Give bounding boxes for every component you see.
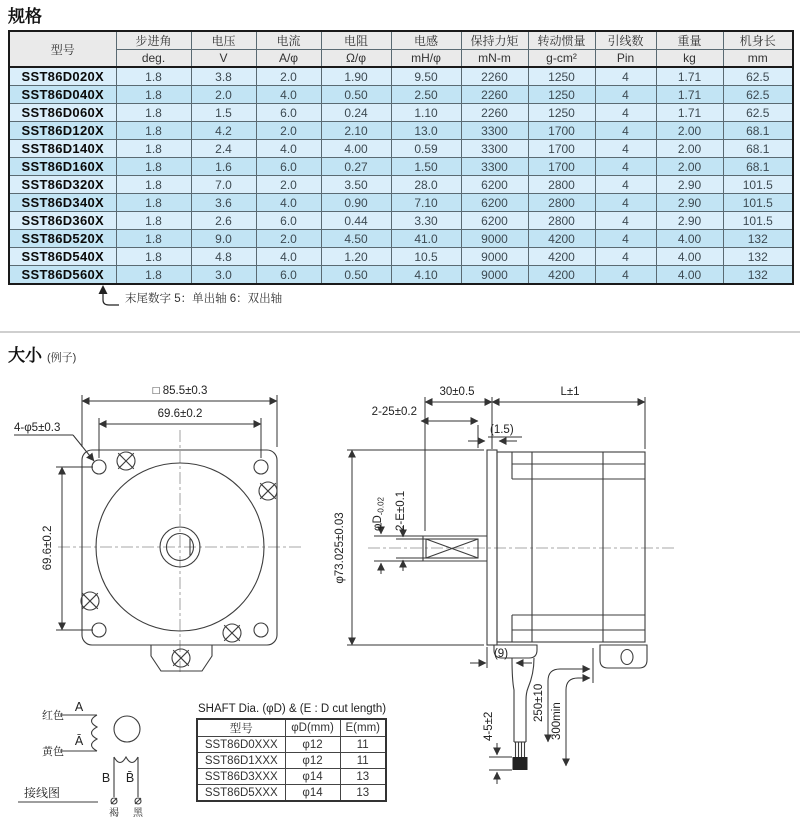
spec-value-cell: 68.1 bbox=[723, 140, 793, 158]
spec-model-cell: SST86D020X bbox=[9, 67, 116, 86]
spec-value-cell: 4.00 bbox=[321, 140, 391, 158]
shaft-cell: 11 bbox=[340, 737, 386, 753]
dim-strip-length bbox=[483, 712, 512, 784]
spec-value-cell: 2260 bbox=[461, 104, 528, 122]
spec-value-cell: 1700 bbox=[528, 122, 595, 140]
spec-model-cell: SST86D520X bbox=[9, 230, 116, 248]
spec-model-cell: SST86D060X bbox=[9, 104, 116, 122]
wire-color-red-label: 红色 bbox=[42, 710, 64, 722]
front-view bbox=[14, 385, 302, 672]
spec-value-cell: 4200 bbox=[528, 230, 595, 248]
phase-a-label: A bbox=[74, 700, 84, 714]
spec-row bbox=[9, 122, 793, 140]
spec-value-cell: 4 bbox=[595, 194, 656, 212]
spec-value-cell: 0.27 bbox=[321, 158, 391, 176]
rear-foot-notch bbox=[621, 650, 633, 665]
size-title-suffix: (例子) bbox=[47, 352, 77, 364]
spec-value-cell: 1250 bbox=[528, 86, 595, 104]
spec-model-cell: SST86D040X bbox=[9, 86, 116, 104]
spec-value-cell: 4.0 bbox=[256, 248, 321, 266]
spec-col-header: 电阻 bbox=[321, 31, 391, 50]
spec-value-cell: 1.71 bbox=[656, 67, 723, 86]
spec-value-cell: 1.8 bbox=[116, 140, 191, 158]
mounting-hole bbox=[254, 460, 268, 474]
spec-col-unit: mH/φ bbox=[391, 50, 461, 68]
size-section-title: 大小 (例子) bbox=[8, 346, 77, 365]
shaft-cell: SST86D1XXX bbox=[197, 753, 285, 769]
spec-value-cell: 2.10 bbox=[321, 122, 391, 140]
spec-row bbox=[9, 86, 793, 104]
wire-ends bbox=[513, 757, 528, 770]
spec-value-cell: 7.0 bbox=[191, 176, 256, 194]
spec-value-cell: 3.30 bbox=[391, 212, 461, 230]
dim-pilot-diameter bbox=[334, 450, 484, 645]
spec-col-header: 转动惯量 bbox=[528, 31, 595, 50]
phase-b-label: B bbox=[101, 771, 111, 785]
spec-value-cell: 4 bbox=[595, 86, 656, 104]
spec-value-cell: 101.5 bbox=[723, 176, 793, 194]
spec-value-cell: 6200 bbox=[461, 212, 528, 230]
coil-b-icon bbox=[114, 757, 138, 763]
spec-value-cell: 1250 bbox=[528, 67, 595, 86]
spec-value-cell: 0.90 bbox=[321, 194, 391, 212]
spec-col-unit: Ω/φ bbox=[321, 50, 391, 68]
spec-value-cell: 4.00 bbox=[656, 248, 723, 266]
spec-value-cell: 3.50 bbox=[321, 176, 391, 194]
dim-30 bbox=[425, 386, 492, 531]
spec-model-cell: SST86D560X bbox=[9, 266, 116, 285]
shaft-cell: 13 bbox=[340, 785, 386, 802]
spec-value-cell: 7.10 bbox=[391, 194, 461, 212]
spec-value-cell: 4 bbox=[595, 248, 656, 266]
spec-value-cell: 101.5 bbox=[723, 212, 793, 230]
spec-col-header: 引线数 bbox=[595, 31, 656, 50]
spec-value-cell: 1700 bbox=[528, 140, 595, 158]
shaft-cell: φ12 bbox=[285, 753, 340, 769]
spec-value-cell: 1.8 bbox=[116, 86, 191, 104]
spec-value-cell: 1.8 bbox=[116, 67, 191, 86]
lead-cable bbox=[512, 658, 534, 770]
dim-pilot-label: φ73.025±0.03 bbox=[334, 512, 346, 584]
spec-value-cell: 4.10 bbox=[391, 266, 461, 285]
spec-col-header: 保持力矩 bbox=[461, 31, 528, 50]
spec-value-cell: 4.2 bbox=[191, 122, 256, 140]
shaft-cell: φ12 bbox=[285, 737, 340, 753]
spec-row bbox=[9, 194, 793, 212]
spec-value-cell: 2.00 bbox=[656, 140, 723, 158]
wiring-caption: 接线图 bbox=[24, 786, 61, 800]
spec-value-cell: 0.44 bbox=[321, 212, 391, 230]
dim-hole-span-top-label: 69.6±0.2 bbox=[157, 408, 203, 420]
spec-value-cell: 4.00 bbox=[656, 266, 723, 285]
spec-value-cell: 2260 bbox=[461, 86, 528, 104]
dim-strip-label: 4-5±2 bbox=[483, 711, 495, 741]
spec-row bbox=[9, 212, 793, 230]
dim-cable-total-label: 300min bbox=[551, 702, 563, 740]
spec-col-header: 电流 bbox=[256, 31, 321, 50]
terminal-icon bbox=[135, 798, 141, 804]
dim-1-5 bbox=[468, 424, 522, 441]
spec-value-cell: 4.0 bbox=[256, 194, 321, 212]
shaft-cell: φ14 bbox=[285, 769, 340, 785]
spec-value-cell: 4.50 bbox=[321, 230, 391, 248]
spec-row bbox=[9, 67, 793, 86]
spec-value-cell: 2.0 bbox=[256, 230, 321, 248]
spec-value-cell: 1.50 bbox=[391, 158, 461, 176]
spec-value-cell: 9000 bbox=[461, 230, 528, 248]
spec-col-unit: kg bbox=[656, 50, 723, 68]
wire-color-b-label: 褐 bbox=[109, 808, 119, 819]
spec-value-cell: 2.4 bbox=[191, 140, 256, 158]
wire-color-yellow-label: 黄色 bbox=[42, 746, 64, 758]
dim-ecut bbox=[395, 491, 427, 571]
shaft-col-header: φD(mm) bbox=[285, 719, 340, 737]
spec-value-cell: 1.71 bbox=[656, 86, 723, 104]
shaft-dcut-hatch bbox=[426, 539, 478, 558]
spec-value-cell: 1.6 bbox=[191, 158, 256, 176]
table-footnote bbox=[96, 285, 282, 307]
phase-b-bar-label: B̄ bbox=[125, 771, 135, 785]
spec-value-cell: 0.50 bbox=[321, 86, 391, 104]
spec-row bbox=[9, 248, 793, 266]
shaft-cell: SST86D0XXX bbox=[197, 737, 285, 753]
spec-col-unit: mN-m bbox=[461, 50, 528, 68]
shaft-row bbox=[197, 769, 386, 785]
spec-row bbox=[9, 176, 793, 194]
spec-value-cell: 1.10 bbox=[391, 104, 461, 122]
dim-9-label: (9) bbox=[493, 648, 509, 660]
spec-model-cell: SST86D160X bbox=[9, 158, 116, 176]
spec-model-cell: SST86D360X bbox=[9, 212, 116, 230]
spec-value-cell: 2.00 bbox=[656, 158, 723, 176]
spec-value-cell: 2.0 bbox=[191, 86, 256, 104]
dim-1-5-label: (1.5) bbox=[490, 424, 514, 436]
spec-value-cell: 1700 bbox=[528, 158, 595, 176]
mounting-hole bbox=[92, 460, 106, 474]
shaft-cell: 11 bbox=[340, 753, 386, 769]
spec-value-cell: 2.90 bbox=[656, 176, 723, 194]
shaft-row bbox=[197, 753, 386, 769]
spec-col-header: 型号 bbox=[9, 31, 116, 67]
spec-value-cell: 0.59 bbox=[391, 140, 461, 158]
spec-model-cell: SST86D540X bbox=[9, 248, 116, 266]
spec-value-cell: 6.0 bbox=[256, 212, 321, 230]
spec-value-cell: 3.6 bbox=[191, 194, 256, 212]
spec-col-unit: A/φ bbox=[256, 50, 321, 68]
flange-plate bbox=[487, 450, 497, 645]
dim-hole-span-left-label: 69.6±0.2 bbox=[42, 525, 54, 571]
spec-value-cell: 4 bbox=[595, 104, 656, 122]
spec-value-cell: 0.24 bbox=[321, 104, 391, 122]
shaft-table-section bbox=[196, 703, 387, 802]
spec-value-cell: 4 bbox=[595, 140, 656, 158]
dim-ecut-label: 2-E±0.1 bbox=[395, 490, 407, 531]
spec-value-cell: 132 bbox=[723, 266, 793, 285]
spec-value-cell: 62.5 bbox=[723, 86, 793, 104]
spec-value-cell: 4 bbox=[595, 176, 656, 194]
spec-value-cell: 4 bbox=[595, 230, 656, 248]
spec-value-cell: 4 bbox=[595, 67, 656, 86]
spec-row bbox=[9, 140, 793, 158]
spec-value-cell: 2800 bbox=[528, 212, 595, 230]
spec-value-cell: 3.8 bbox=[191, 67, 256, 86]
spec-model-cell: SST86D120X bbox=[9, 122, 116, 140]
dim-L bbox=[492, 386, 645, 449]
spec-value-cell: 9000 bbox=[461, 248, 528, 266]
spec-value-cell: 2.0 bbox=[256, 122, 321, 140]
spec-col-unit: deg. bbox=[116, 50, 191, 68]
spec-value-cell: 3300 bbox=[461, 158, 528, 176]
shaft-row bbox=[197, 785, 386, 802]
spec-value-cell: 1.8 bbox=[116, 176, 191, 194]
screw-icon bbox=[223, 624, 241, 642]
spec-value-cell: 101.5 bbox=[723, 194, 793, 212]
spec-value-cell: 2.6 bbox=[191, 212, 256, 230]
spec-row bbox=[9, 266, 793, 285]
spec-value-cell: 9.0 bbox=[191, 230, 256, 248]
spec-col-unit: Pin bbox=[595, 50, 656, 68]
motor-body-outline bbox=[82, 450, 277, 645]
spec-value-cell: 1.8 bbox=[116, 104, 191, 122]
spec-value-cell: 6200 bbox=[461, 176, 528, 194]
screw-icon bbox=[117, 452, 135, 470]
spec-value-cell: 6200 bbox=[461, 194, 528, 212]
dim-2-25-label: 2-25±0.2 bbox=[371, 406, 417, 418]
spec-value-cell: 132 bbox=[723, 248, 793, 266]
spec-value-cell: 4 bbox=[595, 212, 656, 230]
terminal-icon bbox=[111, 798, 117, 804]
spec-col-header: 步进角 bbox=[116, 31, 191, 50]
phase-a-bar-label: Ā bbox=[74, 734, 84, 748]
dim-30-label: 30±0.5 bbox=[439, 386, 475, 398]
spec-value-cell: 62.5 bbox=[723, 67, 793, 86]
spec-model-cell: SST86D340X bbox=[9, 194, 116, 212]
dimension-drawing bbox=[0, 350, 800, 820]
spec-value-cell: 6.0 bbox=[256, 104, 321, 122]
spec-col-header: 电感 bbox=[391, 31, 461, 50]
spec-value-cell: 4 bbox=[595, 122, 656, 140]
shaft-cell: SST86D5XXX bbox=[197, 785, 285, 802]
spec-model-cell: SST86D320X bbox=[9, 176, 116, 194]
spec-value-cell: 2.90 bbox=[656, 212, 723, 230]
spec-value-cell: 68.1 bbox=[723, 122, 793, 140]
mounting-hole bbox=[92, 623, 106, 637]
shaft-col-header: E(mm) bbox=[340, 719, 386, 737]
footnote-arrow-icon bbox=[96, 285, 120, 307]
shaft-table-title: SHAFT Dia. (φD) & (E : D cut length) bbox=[198, 703, 387, 715]
spec-value-cell: 1250 bbox=[528, 104, 595, 122]
screw-icon bbox=[81, 592, 99, 610]
spec-value-cell: 3300 bbox=[461, 122, 528, 140]
spec-value-cell: 2.50 bbox=[391, 86, 461, 104]
spec-value-cell: 0.50 bbox=[321, 266, 391, 285]
spec-value-cell: 1.8 bbox=[116, 158, 191, 176]
spec-value-cell: 1.8 bbox=[116, 122, 191, 140]
spec-value-cell: 4 bbox=[595, 266, 656, 285]
spec-value-cell: 2.0 bbox=[256, 67, 321, 86]
spec-value-cell: 13.0 bbox=[391, 122, 461, 140]
spec-value-cell: 1.5 bbox=[191, 104, 256, 122]
spec-value-cell: 2.90 bbox=[656, 194, 723, 212]
dim-cable-total bbox=[551, 678, 590, 766]
spec-value-cell: 4.8 bbox=[191, 248, 256, 266]
screw-icon bbox=[259, 482, 277, 500]
spec-value-cell: 62.5 bbox=[723, 104, 793, 122]
spec-value-cell: 1.8 bbox=[116, 212, 191, 230]
spec-value-cell: 1.90 bbox=[321, 67, 391, 86]
spec-row bbox=[9, 230, 793, 248]
spec-value-cell: 1.8 bbox=[116, 230, 191, 248]
spec-section-title: 规格 bbox=[8, 7, 42, 26]
wiring-diagram bbox=[18, 700, 144, 819]
spec-value-cell: 9000 bbox=[461, 266, 528, 285]
spec-value-cell: 2.00 bbox=[656, 122, 723, 140]
spec-value-cell: 1.8 bbox=[116, 248, 191, 266]
shaft-table bbox=[196, 718, 387, 802]
dim-mounting-holes-label: 4-φ5±0.3 bbox=[14, 422, 61, 434]
rotor-icon bbox=[114, 716, 140, 742]
dim-shaft-label: $\varphi D_{-0.02}$ bbox=[372, 497, 386, 531]
spec-col-unit: g-cm² bbox=[528, 50, 595, 68]
spec-value-cell: 3.0 bbox=[191, 266, 256, 285]
dim-cable-sheath-label: 250±10 bbox=[533, 683, 545, 722]
spec-value-cell: 2260 bbox=[461, 67, 528, 86]
dim-L-label: L±1 bbox=[560, 386, 580, 398]
spec-value-cell: 4200 bbox=[528, 266, 595, 285]
spec-value-cell: 3300 bbox=[461, 140, 528, 158]
shaft-col-header: 型号 bbox=[197, 719, 285, 737]
mounting-hole bbox=[254, 623, 268, 637]
motor-housing bbox=[497, 452, 645, 642]
spec-value-cell: 1.20 bbox=[321, 248, 391, 266]
dim-cable-sheath bbox=[533, 648, 593, 742]
spec-value-cell: 4.00 bbox=[656, 230, 723, 248]
spec-value-cell: 4.0 bbox=[256, 140, 321, 158]
spec-value-cell: 1.8 bbox=[116, 266, 191, 285]
rear-foot bbox=[600, 645, 647, 668]
section-divider bbox=[0, 331, 800, 333]
spec-value-cell: 10.5 bbox=[391, 248, 461, 266]
shaft-cell: SST86D3XXX bbox=[197, 769, 285, 785]
spec-value-cell: 2800 bbox=[528, 176, 595, 194]
coil-a-icon bbox=[92, 715, 98, 751]
shaft-row bbox=[197, 737, 386, 753]
spec-table-header bbox=[9, 31, 793, 67]
spec-value-cell: 4200 bbox=[528, 248, 595, 266]
spec-value-cell: 2800 bbox=[528, 194, 595, 212]
footnote-text: 末尾数字 5：单出轴 6：双出轴 bbox=[125, 293, 283, 305]
spec-value-cell: 2.0 bbox=[256, 176, 321, 194]
screw-icon bbox=[172, 649, 190, 667]
spec-col-header: 机身长 bbox=[723, 31, 793, 50]
spec-value-cell: 4.0 bbox=[256, 86, 321, 104]
spec-value-cell: 4 bbox=[595, 158, 656, 176]
shaft-cell: 13 bbox=[340, 769, 386, 785]
spec-value-cell: 9.50 bbox=[391, 67, 461, 86]
shaft-cell: φ14 bbox=[285, 785, 340, 802]
spec-col-unit: mm bbox=[723, 50, 793, 68]
spec-row bbox=[9, 158, 793, 176]
spec-col-unit: V bbox=[191, 50, 256, 68]
spec-value-cell: 1.71 bbox=[656, 104, 723, 122]
spec-table bbox=[8, 30, 794, 285]
spec-value-cell: 1.8 bbox=[116, 194, 191, 212]
spec-value-cell: 6.0 bbox=[256, 266, 321, 285]
spec-value-cell: 41.0 bbox=[391, 230, 461, 248]
spec-col-header: 重量 bbox=[656, 31, 723, 50]
spec-value-cell: 132 bbox=[723, 230, 793, 248]
spec-value-cell: 28.0 bbox=[391, 176, 461, 194]
spec-model-cell: SST86D140X bbox=[9, 140, 116, 158]
wire-color-bbar-label: 黑 bbox=[133, 808, 143, 819]
spec-col-header: 电压 bbox=[191, 31, 256, 50]
spec-value-cell: 68.1 bbox=[723, 158, 793, 176]
spec-value-cell: 6.0 bbox=[256, 158, 321, 176]
spec-row bbox=[9, 104, 793, 122]
dim-outer-width-label: □ 85.5±0.3 bbox=[152, 385, 208, 397]
